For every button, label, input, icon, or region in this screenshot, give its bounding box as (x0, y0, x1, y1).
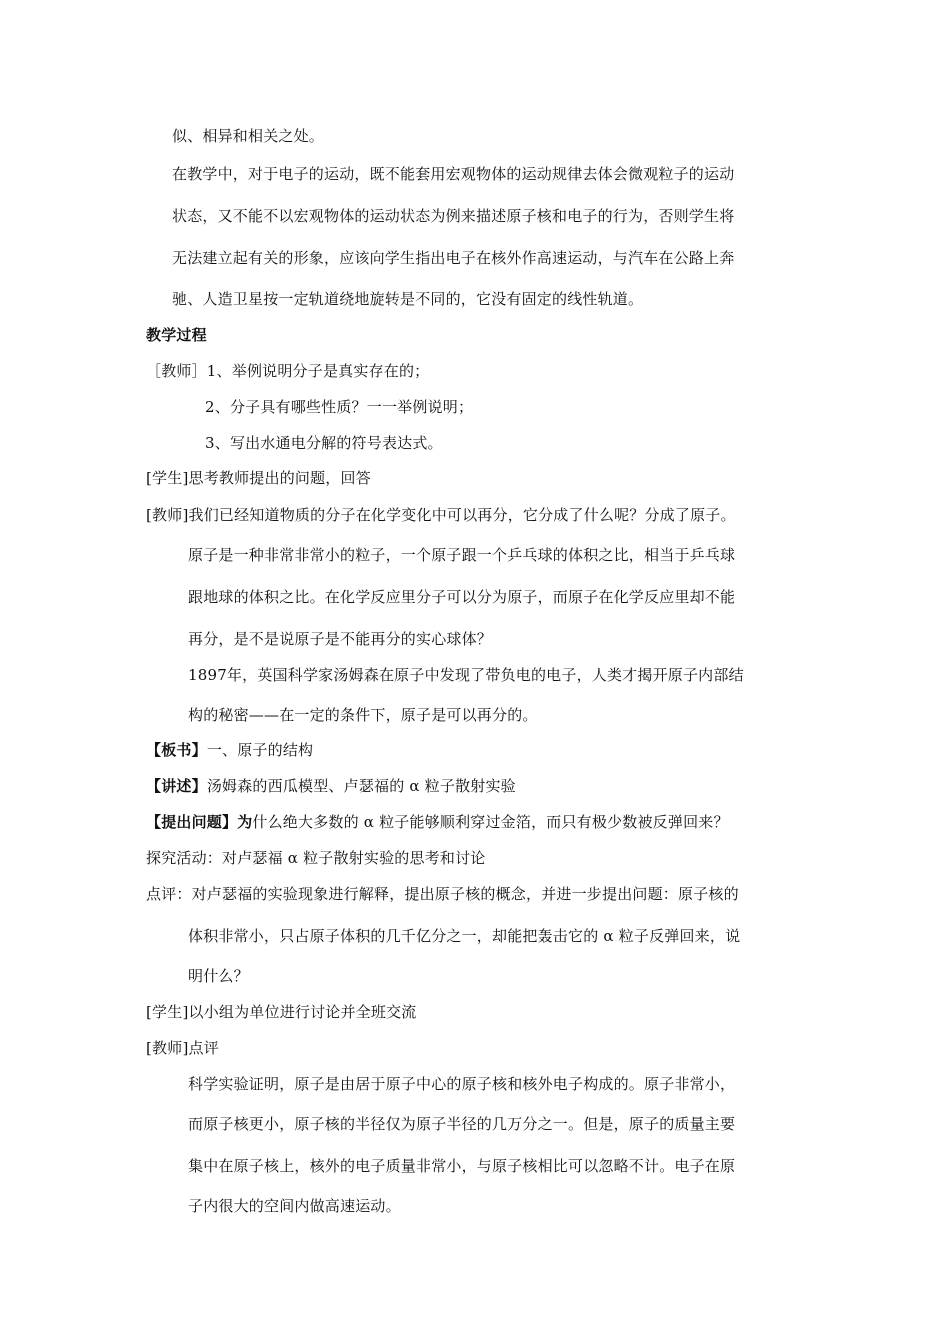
lecture-text: 汤姆森的西瓜模型、卢瑟福的 α 粒子散射实验 (206, 777, 516, 795)
text-line: 科学实验证明，原子是由居于原子中心的原子核和核外电子构成的。原子非常小， (188, 1075, 736, 1093)
teacher-comment-3: [教师]点评 (146, 1039, 219, 1057)
text-line: 点评：对卢瑟福的实验现象进行解释，提出原子核的概念，并进一步提出问题：原子核的 (146, 885, 739, 903)
teacher-question-3: 3、写出水通电分解的符号表达式。 (205, 434, 443, 452)
board-note (146, 740, 313, 760)
text-line: 驰、人造卫星按一定轨道绕地旋转是不同的，它没有固定的线性轨道。 (172, 290, 644, 308)
student-response-2: [学生]以小组为单位进行讨论并全班交流 (146, 1003, 417, 1021)
teacher-statement-2: [教师]我们已经知道物质的分子在化学变化中可以再分，它分成了什么呢？分成了原子。 (146, 506, 736, 524)
text-line: 在教学中，对于电子的运动，既不能套用宏观物体的运动规律去体会微观粒子的运动 (172, 165, 735, 183)
text-line: 跟地球的体积之比。在化学反应里分子可以分为原子，而原子在化学反应里却不能 (188, 588, 736, 606)
student-response-1: [学生]思考教师提出的问题，回答 (146, 469, 371, 487)
text-line: 原子是一种非常非常小的粒子，一个原子跟一个乒乓球的体积之比，相当于乒乓球 (188, 546, 736, 564)
text-line: 子内很大的空间内做高速运动。 (188, 1197, 401, 1215)
text-line: 1897年，英国科学家汤姆森在原子中发现了带负电的电子，人类才揭开原子内部结 (188, 666, 744, 684)
lecture-note (146, 776, 516, 796)
question-note (146, 812, 729, 832)
teacher-question-2: 2、分子具有哪些性质？一一举例说明； (205, 398, 474, 416)
text-line: 无法建立起有关的形象，应该向学生指出电子在核外作高速运动，与汽车在公路上奔 (172, 249, 735, 267)
text-line: 状态，又不能不以宏观物体的运动状态为例来描述原子核和电子的行为，否则学生将 (172, 207, 735, 225)
text-line: 明什么？ (188, 967, 249, 985)
text-line: 再分，是不是说原子是不能再分的实心球体？ (188, 630, 493, 648)
teacher-question-1: ［教师］1、举例说明分子是真实存在的； (146, 362, 430, 380)
question-text: 什么绝大多数的 α 粒子能够顺利穿过金箔，而只有极少数被反弹回来？ (252, 813, 729, 831)
question-label: 【提出问题】为 (146, 813, 253, 831)
text-line: 似、相异和相关之处。 (172, 127, 325, 145)
text-line: 而原子核更小，原子核的半径仅为原子半径的几万分之一。但是，原子的质量主要 (188, 1115, 736, 1133)
section-heading: 教学过程 (146, 326, 207, 344)
inquiry-activity: 探究活动：对卢瑟福 α 粒子散射实验的思考和讨论 (146, 849, 486, 867)
text-line: 集中在原子核上，核外的电子质量非常小，与原子核相比可以忽略不计。电子在原 (188, 1157, 736, 1175)
board-text: 一、原子的结构 (206, 741, 314, 759)
text-line: 体积非常小，只占原子体积的几千亿分之一，却能把轰击它的 α 粒子反弹回来，说 (188, 927, 741, 945)
text-line: 构的秘密——在一定的条件下，原子是可以再分的。 (188, 706, 538, 724)
board-label: 【板书】 (146, 741, 207, 759)
lecture-label: 【讲述】 (146, 777, 207, 795)
